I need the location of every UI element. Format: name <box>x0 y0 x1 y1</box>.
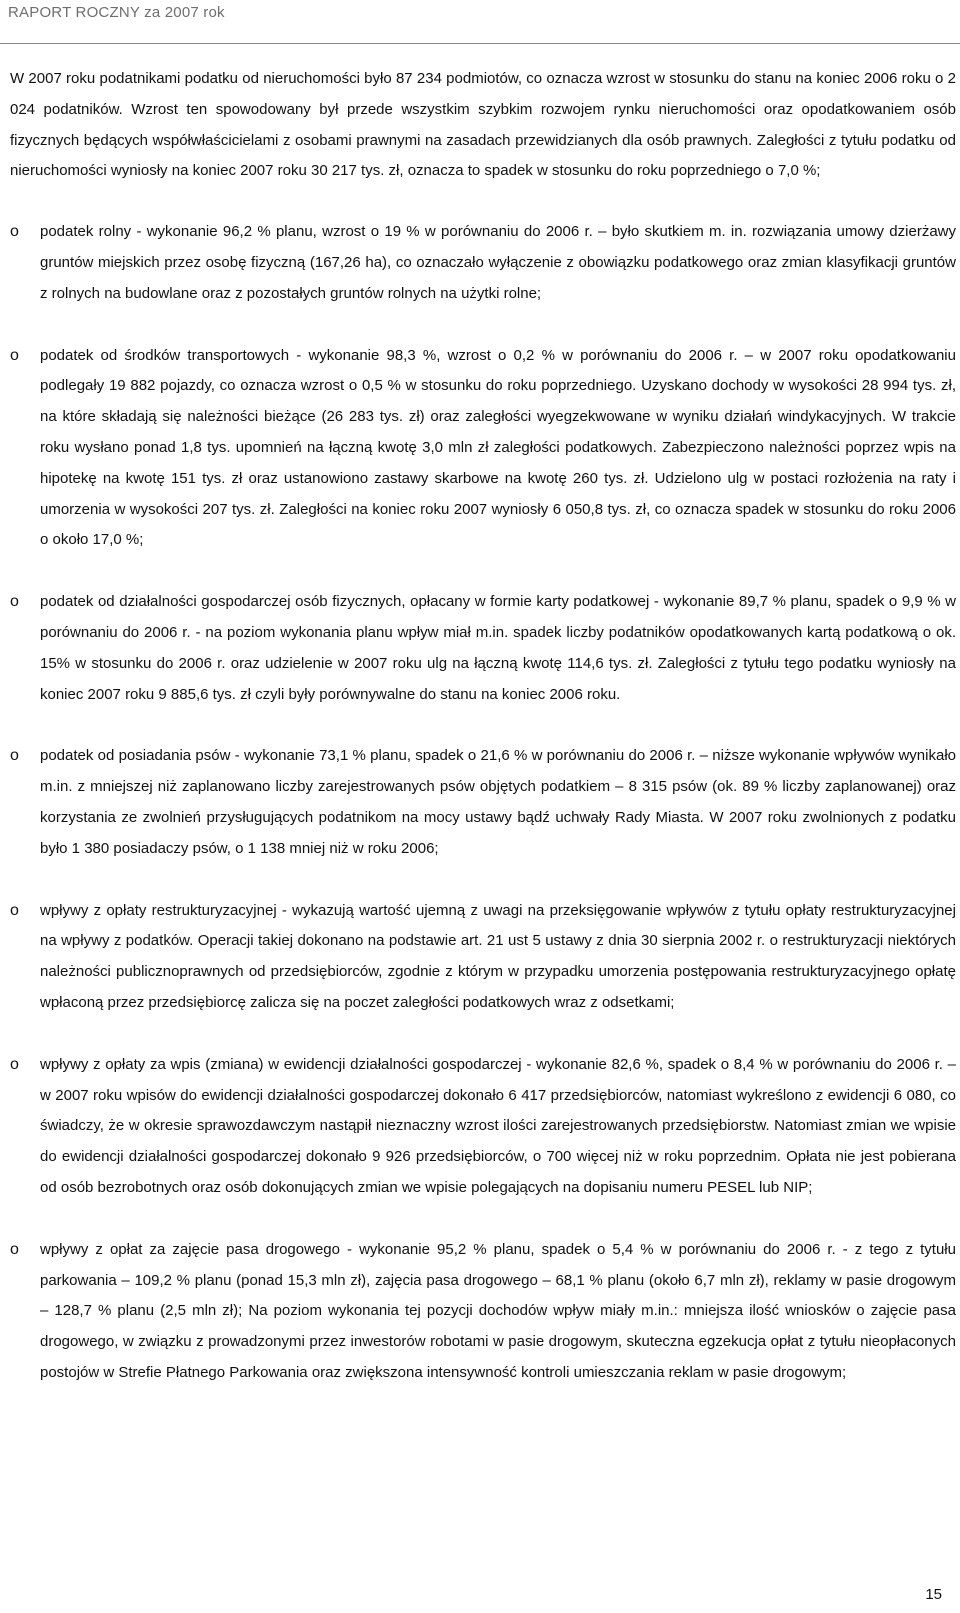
list-item-text: podatek od działalności gospodarczej osób fizycznych, opłacany w formie karty podatkowej - wykonanie 89,7 % planu, spadek o 9,9 % w porównaniu do 2006 r. - na poziom wykonania planu wpływ miał m.in. spadek liczby podatników opodatkowanych kartą podatkową o ok. 15% w stosunku do 2006 r. oraz udzielenie w 2007 roku ulg na łączną kwotę 114,6 tys. zł. Zaległości z tytułu tego podatku wyniosły na koniec 2007 roku 9 885,6 tys. zł czyli były porównywalne do stanu na koniec 2006 roku. <box>40 593 956 703</box>
bullet-icon: o <box>10 1240 19 1258</box>
list-item-text: wpływy z opłaty za wpis (zmiana) w ewidencji działalności gospodarczej - wykonanie 82,6 %, spadek o 8,4 % w porównaniu do 2006 r. – w 2007 roku wpisów do ewidencji działalności gospodarczej dokonało 6 417 przedsiębiorców, natomiast wykreślono z ewidencji 6 080, co świadczy, że w okresie sprawozdawczym nastąpił nieznaczny wzrost ilości zarejestrowanych przedsiębiorstw. Natomiast zmian we wpisie do ewidencji działalności gospodarczej dokonało 9 926 przedsiębiorców, o 700 więcej niż w roku poprzednim. Opłata nie jest pobierana od osób bezrobotnych oraz osób dokonujących zmian we wpisie polegających na dopisaniu numeru PESEL lub NIP; <box>40 1055 956 1196</box>
list-item <box>10 587 956 710</box>
page-number: 15 <box>925 1586 942 1603</box>
document-body <box>10 64 956 1420</box>
bullet-icon: o <box>10 346 19 364</box>
list-item <box>10 1050 956 1204</box>
page-header <box>0 0 960 44</box>
list-item-text: wpływy z opłaty restrukturyzacyjnej - wykazują wartość ujemną z uwagi na przeksięgowanie wpływów z tytułu opłaty restrukturyzacyjnej na wpływy z podatków. Operacji takiej dokonano na podstawie art. 21 ust 5 ustawy z dnia 30 sierpnia 2002 r. o restrukturyzacji niektórych należności publicznoprawnych od przedsiębiorców, zgodnie z którym w przypadku umorzenia postępowania restrukturyzacyjnego opłatę wpłaconą przez przedsiębiorcę zalicza się na poczet zaległości podatkowych wraz z odsetkami; <box>40 901 956 1011</box>
list-item <box>10 896 956 1019</box>
bullet-icon: o <box>10 593 19 611</box>
list-item <box>10 741 956 864</box>
intro-paragraph: W 2007 roku podatnikami podatku od nieruchomości było 87 234 podmiotów, co oznacza wzrost w stosunku do stanu na koniec 2006 roku o 2 024 podatników. Wzrost ten spowodowany był przede wszystkim szybkim rozwojem rynku nieruchomości oraz opodatkowaniem osób fizycznych będących współwłaścicielami z osobami prawnymi na zasadach przewidzianych dla osób prawnych. Zaległości z tytułu podatku od nieruchomości wyniosły na koniec 2007 roku 30 217 tys. zł, oznacza to spadek w stosunku do roku poprzedniego o 7,0 %; <box>10 70 956 180</box>
list-item-text: podatek rolny - wykonanie 96,2 % planu, wzrost o 19 % w porównaniu do 2006 r. – było skutkiem m. in. rozwiązania umowy dzierżawy gruntów miejskich przez osobę fizyczną (167,26 ha), co oznaczało wyłączenie z obowiązku podatkowego oraz zmian klasyfikacji gruntów z rolnych na budowlane oraz z pozostałych gruntów rolnych na użytki rolne; <box>40 223 956 302</box>
list-item <box>10 217 956 309</box>
report-title: RAPORT ROCZNY za 2007 rok <box>8 4 225 21</box>
list-item <box>10 341 956 557</box>
bullet-icon: o <box>10 747 19 765</box>
bullet-icon: o <box>10 223 19 241</box>
bullet-icon: o <box>10 901 19 919</box>
list-item-text: wpływy z opłat za zajęcie pasa drogowego - wykonanie 95,2 % planu, spadek o 5,4 % w porównaniu do 2006 r. - z tego z tytułu parkowania – 109,2 % planu (ponad 15,3 mln zł), zajęcia pasa drogowego – 68,1 % planu (około 6,7 mln zł), reklamy w pasie drogowym – 128,7 % planu (2,5 mln zł); Na poziom wykonania tej pozycji dochodów wpływ miały m.in.: mniejsza ilość wniosków o zajęcie pasa drogowego, w związku z prowadzonymi przez inwestorów robotami w pasie drogowym, skuteczna egzekucja opłat z tytułu nieopłaconych postojów w Strefie Płatnego Parkowania oraz zwiększona intensywność kontroli umieszczania reklam w pasie drogowym; <box>40 1240 956 1381</box>
list-item-text: podatek od środków transportowych - wykonanie 98,3 %, wzrost o 0,2 % w porównaniu do 2006 r. – w 2007 roku opodatkowaniu podlegały 19 882 pojazdy, co oznacza wzrost o 0,5 % w stosunku do roku poprzedniego. Uzyskano dochody w wysokości 28 994 tys. zł, na które składają się należności bieżące (26 283 tys. zł) oraz zaległości wyegzekwowane w wyniku działań windykacyjnych. W trakcie roku wysłano ponad 1,8 tys. upomnień na łączną kwotę 3,0 mln zł zaległości podatkowych. Zabezpieczono należności poprzez wpis na hipotekę na kwotę 151 tys. zł oraz ustanowiono zastawy skarbowe na kwotę 260 tys. zł. Udzielono ulg w postaci rozłożenia na raty i umorzenia w wysokości 207 tys. zł. Zaległości na koniec roku 2007 wyniosły 6 050,8 tys. zł, co oznacza spadek w stosunku do roku 2006 o około 17,0 %; <box>40 346 956 549</box>
list-item-text: podatek od posiadania psów - wykonanie 73,1 % planu, spadek o 21,6 % w porównaniu do 2006 r. – niższe wykonanie wpływów wynikało m.in. z mniejszej niż zaplanowano liczby zarejestrowanych psów objętych podatkiem – 8 315 psów (ok. 89 % liczby zaplanowanej) oraz korzystania ze zwolnień przysługujących podatnikom na mocy ustawy bądź uchwały Rady Miasta. W 2007 roku zwolnionych z podatku było 1 380 posiadaczy psów, o 1 138 mniej niż w roku 2006; <box>40 747 956 857</box>
list-item <box>10 1235 956 1389</box>
bullet-icon: o <box>10 1055 19 1073</box>
